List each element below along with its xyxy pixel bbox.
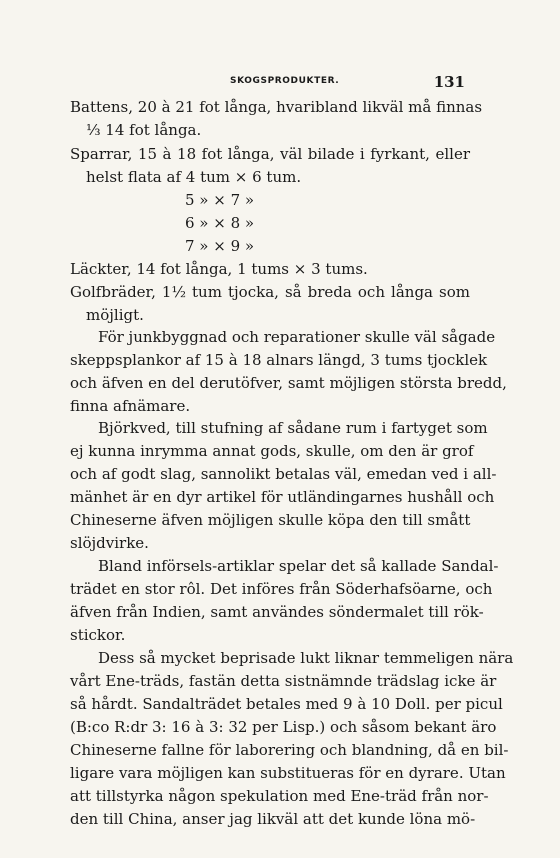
- text-line: att tillstyrka någon spekulation med Ene-träd från nor-: [70, 787, 489, 805]
- text-line: (B:co R:dr 3: 16 à 3: 32 per Lisp.) och såsom bekant äro: [70, 718, 497, 736]
- text-line: Chineserne äfven möjligen skulle köpa den till smått: [70, 511, 471, 529]
- text-line: Bland införsels-artiklar spelar det så kallade Sandal-: [98, 557, 499, 575]
- text-line: 5 » × 7 »: [185, 191, 255, 209]
- text-line: stickor.: [70, 626, 126, 644]
- text-line: ej kunna inrymma annat gods, skulle, om den är grof: [70, 442, 474, 460]
- text-line: ⅓ 14 fot långa.: [86, 121, 202, 139]
- text-line: möjligt.: [86, 306, 144, 324]
- text-line: den till China, anser jag likväl att det kunde löna mö-: [70, 810, 476, 828]
- text-line: finna afnämare.: [70, 397, 191, 415]
- text-line: mänhet är en dyr artikel för utländingarnes hushåll och: [70, 488, 495, 506]
- text-line: och äfven en del derutöfver, samt möjligen största bredd,: [70, 374, 507, 392]
- text-line: så hårdt. Sandalträdet betales med 9 à 10 Doll. per picul: [70, 695, 503, 713]
- text-line: trädet en stor rôl. Det införes från Söderhafsöarne, och: [70, 580, 493, 598]
- text-line: 6 » × 8 »: [185, 214, 255, 232]
- page-header: [70, 73, 465, 92]
- text-line: skeppsplankor af 15 à 18 alnars längd, 3 tums tjocklek: [70, 351, 488, 369]
- text-line: äfven från Indien, samt användes söndermalet till rök-: [70, 603, 484, 621]
- running-head: SKOGSPRODUKTER.: [230, 76, 340, 86]
- text-line: Golfbräder, 1½ tum tjocka, så breda och långa som: [70, 283, 470, 301]
- text-line: Battens, 20 à 21 fot långa, hvaribland likväl må finnas: [70, 98, 483, 116]
- text-line: 7 » × 9 »: [185, 237, 255, 255]
- text-line: och af godt slag, sannolikt betalas väl, emedan ved i all-: [70, 465, 497, 483]
- page-number: 131: [433, 73, 465, 91]
- text-line: Läckter, 14 fot långa, 1 tums × 3 tums.: [70, 260, 368, 278]
- text-line: slöjdvirke.: [70, 534, 149, 552]
- text-line: Dess så mycket beprisade lukt liknar temmeligen nära: [98, 649, 514, 667]
- text-line: Björkved, till stufning af sådane rum i fartyget som: [98, 419, 488, 437]
- text-line: vårt Ene-träds, fastän detta sistnämnde trädslag icke är: [70, 672, 497, 690]
- text-line: Chineserne fallne för laborering och blandning, då en bil-: [70, 741, 509, 759]
- text-line: ligare vara möjligen kan substitueras för en dyrare. Utan: [70, 764, 506, 782]
- text-line: helst flata af 4 tum × 6 tum.: [86, 168, 302, 186]
- text-line: Sparrar, 15 à 18 fot långa, väl bilade i fyrkant, eller: [70, 145, 470, 163]
- text-line: För junkbyggnad och reparationer skulle väl sågade: [98, 328, 496, 346]
